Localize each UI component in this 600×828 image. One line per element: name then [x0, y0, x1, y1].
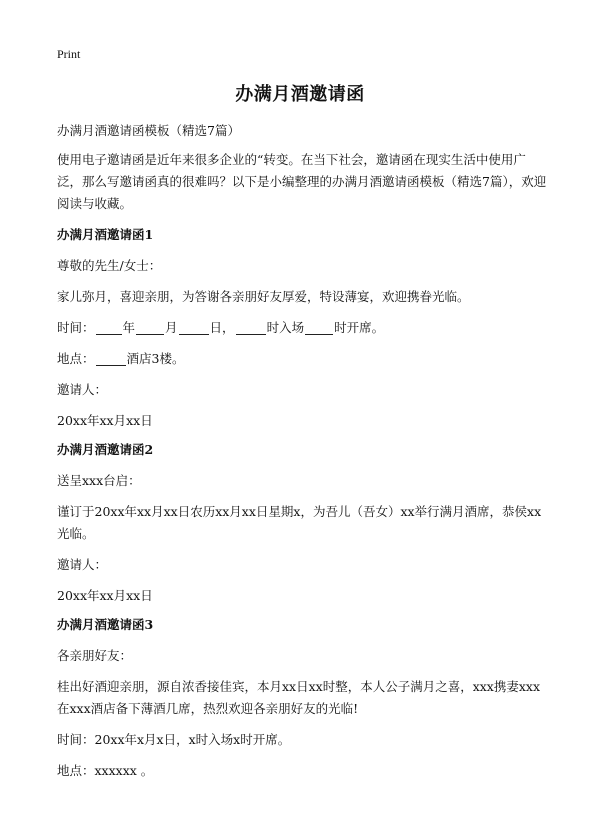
place-text: 酒店3楼。 [126, 351, 185, 366]
place-label: 地点： [57, 351, 95, 366]
print-link[interactable]: Print [57, 47, 81, 61]
place-line-1 [57, 348, 547, 370]
body-2: 谨订于20xx年xx月xx日农历xx月xx日星期x，为吾儿（吾女）xx举行满月酒席，恭侯xx光临。 [57, 504, 542, 541]
body-3: 桂出好酒迎亲朋，源自浓香接佳宾，本月xx日xx时整，本人公子满月之喜，xxx携妻xxx在xxx酒店备下薄酒几席，热烈欢迎各亲朋好友的光临! [57, 679, 540, 716]
time-day-label: 日， [209, 320, 235, 335]
subtitle: 办满月酒邀请函模板（精选7篇） [57, 123, 240, 138]
time-month-label: 月 [165, 320, 178, 335]
section-heading-1: 办满月酒邀请函1 [57, 227, 154, 242]
inviter-1: 邀请人： [57, 382, 108, 397]
blank-field [96, 321, 122, 335]
greeting-3: 各亲朋好友： [57, 648, 133, 663]
greeting-2: 送呈xxx台启： [57, 473, 141, 488]
time-line-3: 时间：20xx年x月x日，x时入场x时开席。 [57, 732, 291, 747]
blank-field [136, 321, 164, 335]
document-content [57, 120, 547, 782]
body-1: 家儿弥月，喜迎亲朋，为答谢各亲朋好友厚爱，特设薄宴，欢迎携眷光临。 [57, 289, 470, 304]
blank-field [236, 321, 266, 335]
time-line-1 [57, 317, 547, 339]
time-label: 时间： [57, 320, 95, 335]
blank-field [96, 352, 126, 366]
section-heading-3: 办满月酒邀请函3 [57, 617, 154, 632]
date-2: 20xx年xx月xx日 [57, 588, 153, 603]
section-heading-2: 办满月酒邀请函2 [57, 442, 154, 457]
blank-field [305, 321, 333, 335]
time-year-label: 年 [122, 320, 136, 335]
page-title: 办满月酒邀请函 [235, 84, 365, 105]
inviter-2: 邀请人： [57, 557, 108, 572]
intro-paragraph: 使用电子邀请函是近年来很多企业的“转变。在当下社会，邀请函在现实生活中使用广泛，那么写邀请函真的很难吗？以下是小编整理的办满月酒邀请函模板（精选7篇），欢迎阅读与收藏。 [57, 152, 547, 211]
greeting-1: 尊敬的先生/女士： [57, 258, 162, 273]
date-1: 20xx年xx月xx日 [57, 413, 153, 428]
time-start-label: 时开席。 [334, 320, 385, 335]
place-line-3: 地点：xxxxxx 。 [57, 763, 154, 778]
time-enter-label: 时入场 [266, 320, 305, 335]
blank-field [179, 321, 209, 335]
